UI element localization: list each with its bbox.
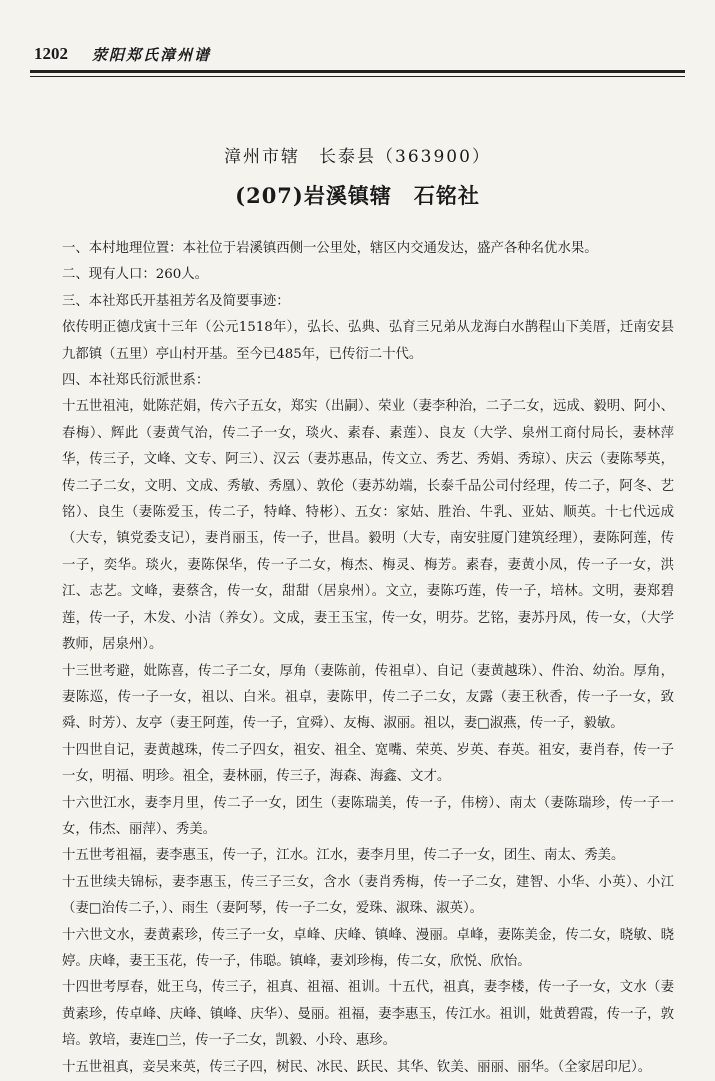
paragraph-genealogy: 十四世考厚春，妣王乌，传三子，祖真、祖福、祖训。十五代，祖真，妻李楼，传一子一女，文水（妻黄素珍，传卓峰、庆峰、镇峰、庆华）、曼丽。祖福，妻李惠玉，传江水。祖训，妣黄碧霞，传一子，敦培。敦培，妻连□兰，传一子二女，凯毅、小玲、惠珍。 [62,980,674,1049]
header-rule [30,70,685,77]
paragraph-genealogy: 十五世祖真，妾吴来英，传三子四，树民、冰民、跃民、其华、钦美、丽丽、丽华。（全家居印尼）。 [62,1059,652,1075]
paragraph-location: 一、本村地理位置：本社位于岩溪镇西侧一公里处，辖区内交通发达，盛产各种名优水果。 [62,241,598,256]
page-number: 1202 [34,44,68,63]
paragraph-genealogy: 十五世续夫锦标，妻李惠玉，传三子三女，含水（妻肖秀梅，传一子二女，建智、小华、小英）、小江（妻□治传二子，）、雨生（妻阿琴，传一子二女，爱珠、淑珠、淑英）。 [62,874,674,917]
body-text [62,236,674,1081]
paragraph-genealogy: 十五世考祖福，妻李惠玉，传一子，江水。江水，妻李月里，传二子一女，团生、南太、秀美。 [62,848,625,864]
paragraph-genealogy: 十三世考避，妣陈喜，传二子二女，厚角（妻陈前，传祖卓）、自记（妻黄越珠）、件治、幼治。厚角，妻陈巡，传一子一女，祖以、白米。祖卓，妻陈甲，传二子二女，友露（妻王秋香，传一子一女，致舜、时芳）、友亭（妻王阿莲，传一子，宜舜）、友梅、淑丽。祖以，妻□淑燕，传一子，毅敏。 [62,663,674,732]
paragraph-lineage-heading: 四、本社郑氏衍派世系： [62,373,210,389]
paragraph-genealogy: 十六世江水，妻李月里，传二子一女，团生（妻陈瑞美，传一子，伟榜）、南太（妻陈瑞珍，传一子一女，伟杰、丽萍）、秀美。 [62,795,674,837]
paragraph-founder-heading: 三、本社郑氏开基祖芳名及简要事迹： [62,293,290,309]
village-title: (207)岩溪镇辖 石铭社 [235,183,480,208]
region-title: 漳州市辖 长泰县（363900） [224,147,491,167]
book-title: 荥阳郑氏漳州谱 [92,46,212,64]
paragraph-genealogy: 十四世自记，妻黄越珠，传二子四女，祖安、祖全、宽嘴、荣英、岁英、春英。祖安，妻肖春，传一子一女，明福、明珍。祖全，妻林丽，传三子，海森、海鑫、文才。 [62,742,674,785]
paragraph-founder-history: 依传明正德戊寅十三年（公元1518年），弘长、弘典、弘育三兄弟从龙海白水鹊程山下美厝，迁南安县九都镇（五里）亭山村开基。至今已485年，已传衍二十代。 [62,320,674,362]
paragraph-population: 二、现有人口：260人。 [62,267,209,283]
paragraph-genealogy: 十六世文水，妻黄素珍，传三子一女，卓峰、庆峰、镇峰、漫丽。卓峰，妻陈美金，传二女，晓敏、晓婷。庆峰，妻王玉花，传一子，伟聪。镇峰，妻刘珍梅，传二女，欣悦、欣怡。 [62,927,674,969]
paragraph-genealogy: 十五世祖沌，妣陈茫娟，传六子五女，郑实（出嗣）、荣业（妻李种治，二子二女，远成、毅明、阿小、春梅）、辉此（妻黄气治，传二子一女，琰火、素春、素莲）、良友（大学、泉州工商付局长，妻林萍华，传三子，文峰、文专、阿三）、汉云（妻苏惠品，传文立、秀艺、秀娟、秀琼）、庆云（妻陈琴英，传二子二女，文明、文成、秀敏、秀凰）、敦伦（妻苏幼端，长泰千品公司付经理，传二子，阿冬、艺铭）、良生（妻陈爱玉，传二子，特峰、特彬）、五女：家姑、胜治、牛乳、亚姑、顺英。十七代远成（大专，镇党委支记），妻肖丽玉，传一子，世昌。毅明（大专，南安驻厦门建筑经理），妻陈阿莲，传一子，奕华。琰火，妻陈保华，传一子二女，梅杰、梅灵、梅芳。素春，妻黄小凤，传一子一女，洪江、志艺。文峰，妻蔡含，传一女，甜甜（居泉州）。文立，妻陈巧莲，传一子，培林。文明，妻郑碧莲，传一子，木发、小洁（养女）。文成，妻王玉宝，传一女，明芬。艺铭，妻苏丹凤，传一女，（大学教师，居泉州）。 [62,399,674,653]
page-header [30,40,680,68]
